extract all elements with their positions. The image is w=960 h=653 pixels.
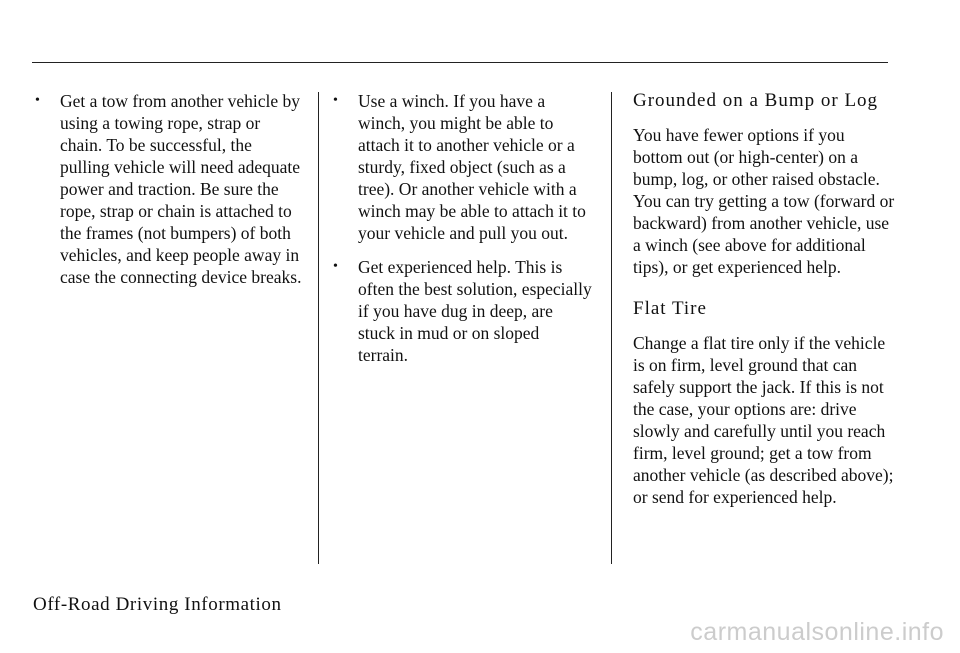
section-heading: Grounded on a Bump or Log	[633, 90, 879, 111]
column-right	[633, 90, 895, 508]
section-heading: Flat Tire	[633, 298, 707, 319]
watermark: carmanualsonline.info	[690, 618, 944, 646]
bullet-text: Get a tow from another vehicle by using a towing rope, strap or chain. To be successful, the pulling vehicle will need adequate power and traction. Be sure the rope, strap or chain is attached to the frames (not bumpers) of both vehicles, and keep people away in case the connecting device breaks.	[60, 91, 302, 287]
bullet-icon: •	[35, 93, 40, 108]
page-footer: Off-Road Driving Information	[33, 594, 282, 615]
section-body: You have fewer options if you bottom out (or high-center) on a bump, log, or other raised obstacle. You can try getting a tow (forward or backward) from another vehicle, use a winch (see above for additional tips), or get experienced help.	[633, 125, 895, 277]
column-left	[30, 90, 305, 288]
bullet-item	[328, 256, 593, 366]
bullet-item	[30, 90, 305, 288]
column-divider-1	[318, 92, 319, 564]
bullet-icon: •	[333, 93, 338, 108]
bullet-icon: •	[333, 259, 338, 274]
column-middle	[328, 90, 593, 366]
bullet-text: Get experienced help. This is often the best solution, especially if you have dug in deep, are stuck in mud or on sloped terrain.	[358, 257, 592, 365]
top-rule	[32, 62, 888, 63]
bullet-item	[328, 90, 593, 244]
bullet-text: Use a winch. If you have a winch, you might be able to attach it to another vehicle or a sturdy, fixed object (such as a tree). Or another vehicle with a winch may be able to attach it to your vehicle and pull you out.	[358, 91, 586, 243]
section-body: Change a flat tire only if the vehicle is on firm, level ground that can safely support the jack. If this is not the case, your options are: drive slowly and carefully until you reach firm, level ground; get a tow from another vehicle (as described above); or send for experienced help.	[633, 333, 894, 507]
column-divider-2	[611, 92, 612, 564]
